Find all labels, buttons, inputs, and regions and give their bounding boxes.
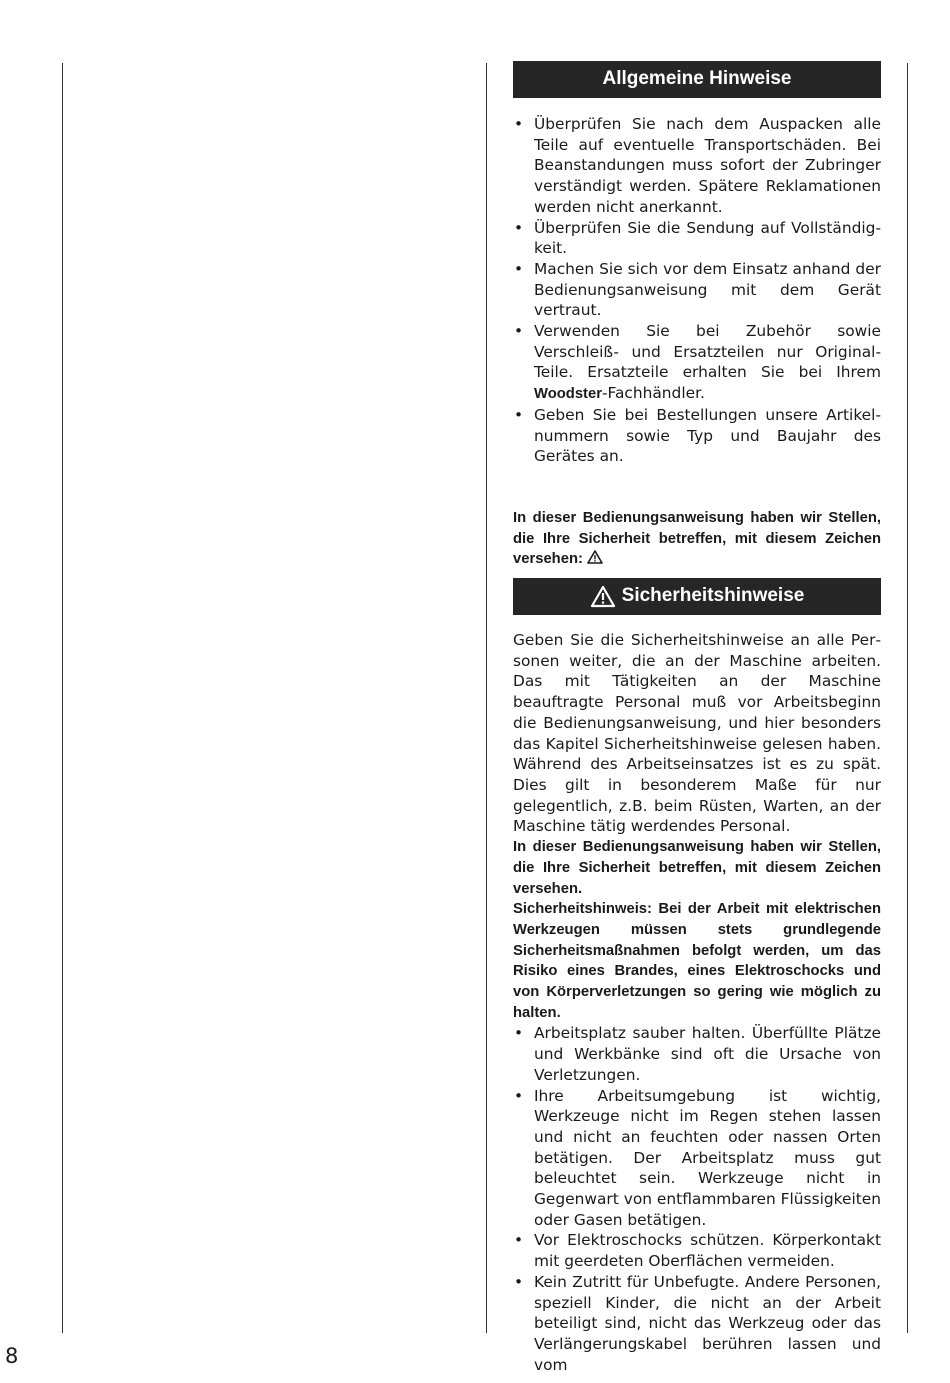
safety-rules-list (513, 1023, 881, 1375)
right-column-rule (907, 63, 908, 1333)
list-item: • Arbeitsplatz sauber halten. Überfüllte Plätze und Werkbänke sind oft die Ursache von Verletzungen. (513, 1023, 881, 1085)
note-text: In dieser Bedienungsanweisung haben wir Stellen, die Ihre Sicherheit betreffen, mit diesem Zeichen versehen: (513, 509, 881, 568)
list-item-text: Verwenden Sie bei Zubehör sowie Verschleiß- und Ersatzteilen nur Original-Teile. Ersatzteile erhalten Sie bei Ihrem (534, 322, 881, 382)
page-number: 8 (5, 1344, 19, 1368)
text-column (513, 61, 881, 1375)
section-header-allgemeine-hinweise (513, 61, 881, 98)
safety-symbol-note: In dieser Bedienungsanweisung haben wir Stellen, die Ihre Sicherheit betreffen, mit diesem Zeichen versehen. (513, 839, 881, 897)
left-column-rule (62, 63, 63, 1333)
center-column-rule (486, 63, 487, 1333)
safety-intro-paragraph: Geben Sie die Sicherheitshinweise an alle Personen weiter, die an der Maschine arbeiten. Das mit Tätigkeiten an der Maschine beauftragte Personal muß vor Arbeitsbeginn die Bedienungsanweisung, und hier besonders das Kapitel Sicherheitshinweise gelesen haben. Während des Arbeitseinsatzes ist es zu spät. Dies gilt in besonderem Maße für nur gelegentlich, z.B. beim Rüsten, Warten, an der Maschine tätig werdendes Personal. (513, 631, 881, 836)
list-item: • Kein Zutritt für Unbefugte. Andere Personen, speziell Kinder, die nicht an der Arbeit beteiligt sind, nicht das Werkzeug oder das Verlängerungskabel berühren lassen und vom (513, 1272, 881, 1376)
warning-triangle-icon (590, 585, 616, 608)
list-item: • Ihre Arbeitsumgebung ist wichtig, Werkzeuge nicht im Regen stehen lassen und nicht an feuchten oder nassen Orten betätigen. Der Arbeitsplatz muss gut beleuchtet sein. Werkzeuge nicht in Gegenwart von entflammbaren Flüssigkeiten oder Gasen betätigen. (513, 1086, 881, 1231)
list-item: • Geben Sie bei Bestellungen unsere Artikelnummern sowie Typ und Baujahr des Gerätes an. (513, 405, 881, 467)
list-item (513, 321, 881, 405)
safety-warning-paragraph: Sicherheitshinweis: Bei der Arbeit mit elektrischen Werkzeugen müssen stets grundlegende Sicherheitsmaßnahmen befolgt werden, um das Risiko eines Brandes, eines Elektroschocks und von Körperverletzungen so gering wie möglich zu halten. (513, 901, 881, 1021)
list-item: • Vor Elektroschocks schützen. Körperkontakt mit geerdeten Oberflächen vermeiden. (513, 1230, 881, 1271)
list-item-text: -Fachhändler. (601, 384, 705, 403)
section-title: Allgemeine Hinweise (602, 68, 792, 90)
list-item: • Überprüfen Sie nach dem Auspacken alle Teile auf eventuelle Transportschäden. Bei Beanstandungen muss sofort der Zubringer verständigt werden. Spätere Reklamationen werden nicht anerkannt. (513, 114, 881, 218)
section-header-sicherheitshinweise (513, 578, 881, 615)
general-notes-list (513, 114, 881, 467)
section-title: Sicherheitshinweise (621, 585, 805, 607)
list-item: • Machen Sie sich vor dem Einsatz anhand der Bedienungsanweisung mit dem Gerät vertraut. (513, 259, 881, 321)
list-item: • Überprüfen Sie die Sendung auf Vollständigkeit. (513, 218, 881, 259)
brand-name: Woodster (534, 386, 602, 403)
safety-symbol-note (513, 508, 881, 570)
warning-triangle-icon (587, 551, 603, 567)
